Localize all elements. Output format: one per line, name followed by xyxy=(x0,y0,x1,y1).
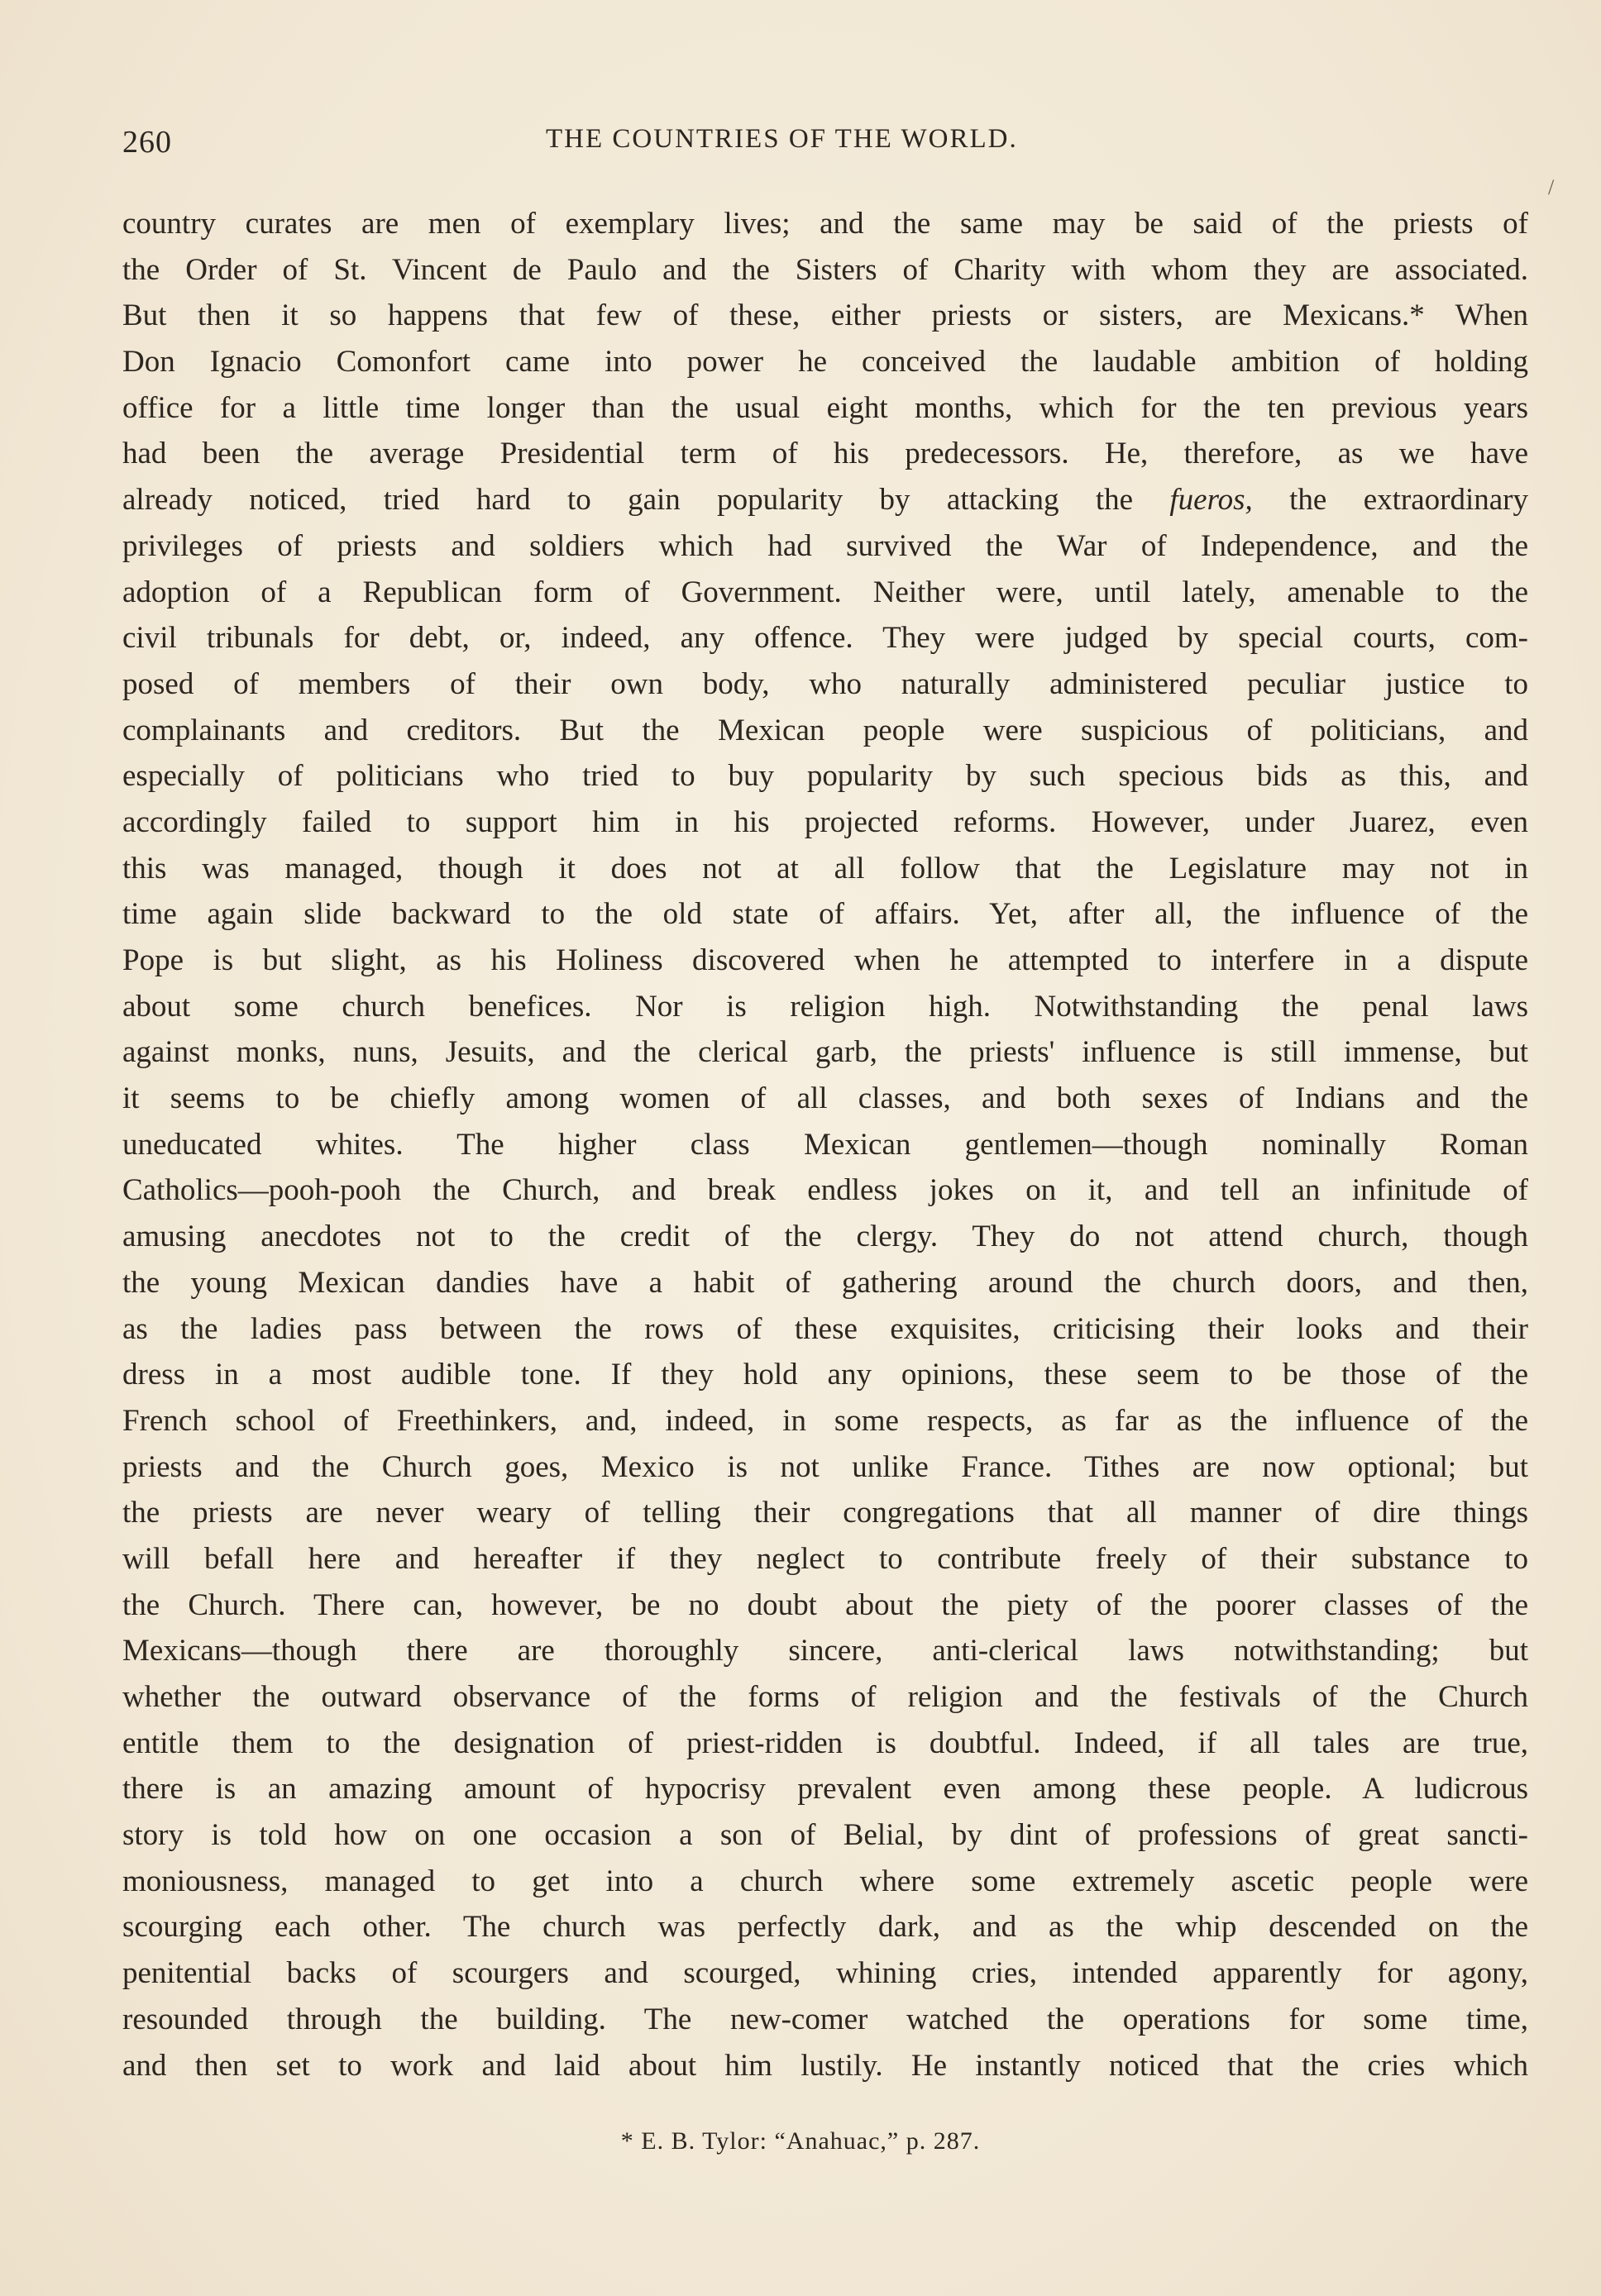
text-line: complainants and creditors. But the Mexican people were suspicious of politicians, and xyxy=(122,713,1528,747)
line-start: already noticed, tried hard to gain popularity by attacking the xyxy=(122,483,1170,518)
text-line: had been the average Presidential term of his predecessors. He, therefore, as we have xyxy=(122,437,1528,471)
running-title: THE COUNTRIES OF THE WORLD. xyxy=(546,124,1018,154)
text-line: Catholics—pooh-pooh the Church, and break endless jokes on it, and tell an infinitude of xyxy=(122,1173,1528,1208)
text-line: against monks, nuns, Jesuits, and the clerical garb, the priests' influence is still immense, but xyxy=(122,1035,1528,1070)
text-line: resounded through the building. The new-comer watched the operations for some time, xyxy=(122,2002,1528,2036)
text-line: penitential backs of scourgers and scourged, whining cries, intended apparently for agony, xyxy=(122,1956,1528,1991)
text-line: civil tribunals for debt, or, indeed, any offence. They were judged by special courts, com- xyxy=(122,621,1528,656)
text-line: uneducated whites. The higher class Mexican gentlemen—though nominally Roman xyxy=(122,1127,1528,1162)
text-line: Mexicans—though there are thoroughly sincere, anti-clerical laws notwithstanding; but xyxy=(122,1634,1528,1668)
text-line: office for a little time longer than the usual eight months, which for the ten previous years xyxy=(122,390,1528,425)
text-line: the Order of St. Vincent de Paulo and the Sisters of Charity with whom they are associated. xyxy=(122,252,1528,287)
text-line: posed of members of their own body, who naturally administered peculiar justice to xyxy=(122,666,1528,701)
text-line: But then it so happens that few of these, either priests or sisters, are Mexicans.* When xyxy=(122,298,1528,333)
text-line: accordingly failed to support him in his projected reforms. However, under Juarez, even xyxy=(122,804,1528,839)
text-line: time again slide backward to the old state of affairs. Yet, after all, the influence of the xyxy=(122,897,1528,932)
italic-word-fueros: fueros, xyxy=(1169,483,1253,518)
text-line-with-italic xyxy=(122,477,1528,523)
text-line: moniousness, managed to get into a church where some extremely ascetic people were xyxy=(122,1864,1528,1898)
text-line: adoption of a Republican form of Government. Neither were, until lately, amenable to the xyxy=(122,575,1528,609)
text-line: about some church benefices. Nor is religion high. Notwithstanding the penal laws xyxy=(122,989,1528,1024)
text-line: privileges of priests and soldiers which had survived the War of Independence, and the xyxy=(122,528,1528,563)
text-line: and then set to work and laid about him lustily. He instantly noticed that the cries which xyxy=(122,2048,1528,2083)
text-line: the young Mexican dandies have a habit of gathering around the church doors, and then, xyxy=(122,1265,1528,1300)
footnote: * E. B. Tylor: “Anahuac,” p. 287. xyxy=(620,2127,981,2155)
page-number: 260 xyxy=(122,125,172,160)
text-line: the Church. There can, however, be no doubt about the piety of the poorer classes of the xyxy=(122,1587,1528,1622)
text-line: priests and the Church goes, Mexico is not unlike France. Tithes are now optional; but xyxy=(122,1449,1528,1484)
text-line: whether the outward observance of the forms of religion and the festivals of the Church xyxy=(122,1680,1528,1714)
text-line: country curates are men of exemplary lives; and the same may be said of the priests of xyxy=(122,207,1528,241)
text-line: scourging each other. The church was perfectly dark, and as the whip descended on the xyxy=(122,1910,1528,1945)
text-line: the priests are never weary of telling their congregations that all manner of dire things xyxy=(122,1496,1528,1530)
text-line: amusing anecdotes not to the credit of the clergy. They do not attend church, though xyxy=(122,1220,1528,1254)
running-header xyxy=(122,124,1528,160)
text-line: as the ladies pass between the rows of these exquisites, criticising their looks and their xyxy=(122,1311,1528,1346)
text-line: Don Ignacio Comonfort came into power he conceived the laudable ambition of holding xyxy=(122,345,1528,379)
text-line: Pope is but slight, as his Holiness discovered when he attempted to interfere in a dispute xyxy=(122,943,1528,977)
text-line: story is told how on one occasion a son of Belial, by dint of professions of great sancti- xyxy=(122,1818,1528,1853)
text-line: entitle them to the designation of priest-ridden is doubtful. Indeed, if all tales are true, xyxy=(122,1726,1528,1760)
text-line: will befall here and hereafter if they neglect to contribute freely of their substance to xyxy=(122,1541,1528,1576)
margin-pencil-mark: / xyxy=(1548,175,1555,199)
text-line: especially of politicians who tried to buy popularity by such specious bids as this, and xyxy=(122,759,1528,794)
text-line: there is an amazing amount of hypocrisy prevalent even among these people. A ludicrous xyxy=(122,1772,1528,1807)
text-line: dress in a most audible tone. If they hold any opinions, these seem to be those of the xyxy=(122,1358,1528,1392)
text-line: this was managed, though it does not at all follow that the Legislature may not in xyxy=(122,851,1528,885)
text-line: it seems to be chiefly among women of all classes, and both sexes of Indians and the xyxy=(122,1081,1528,1116)
body-text xyxy=(122,201,1528,2088)
line-end: the extraordinary xyxy=(1252,483,1528,518)
text-line: French school of Freethinkers, and, indeed, in some respects, as far as the influence of the xyxy=(122,1403,1528,1438)
